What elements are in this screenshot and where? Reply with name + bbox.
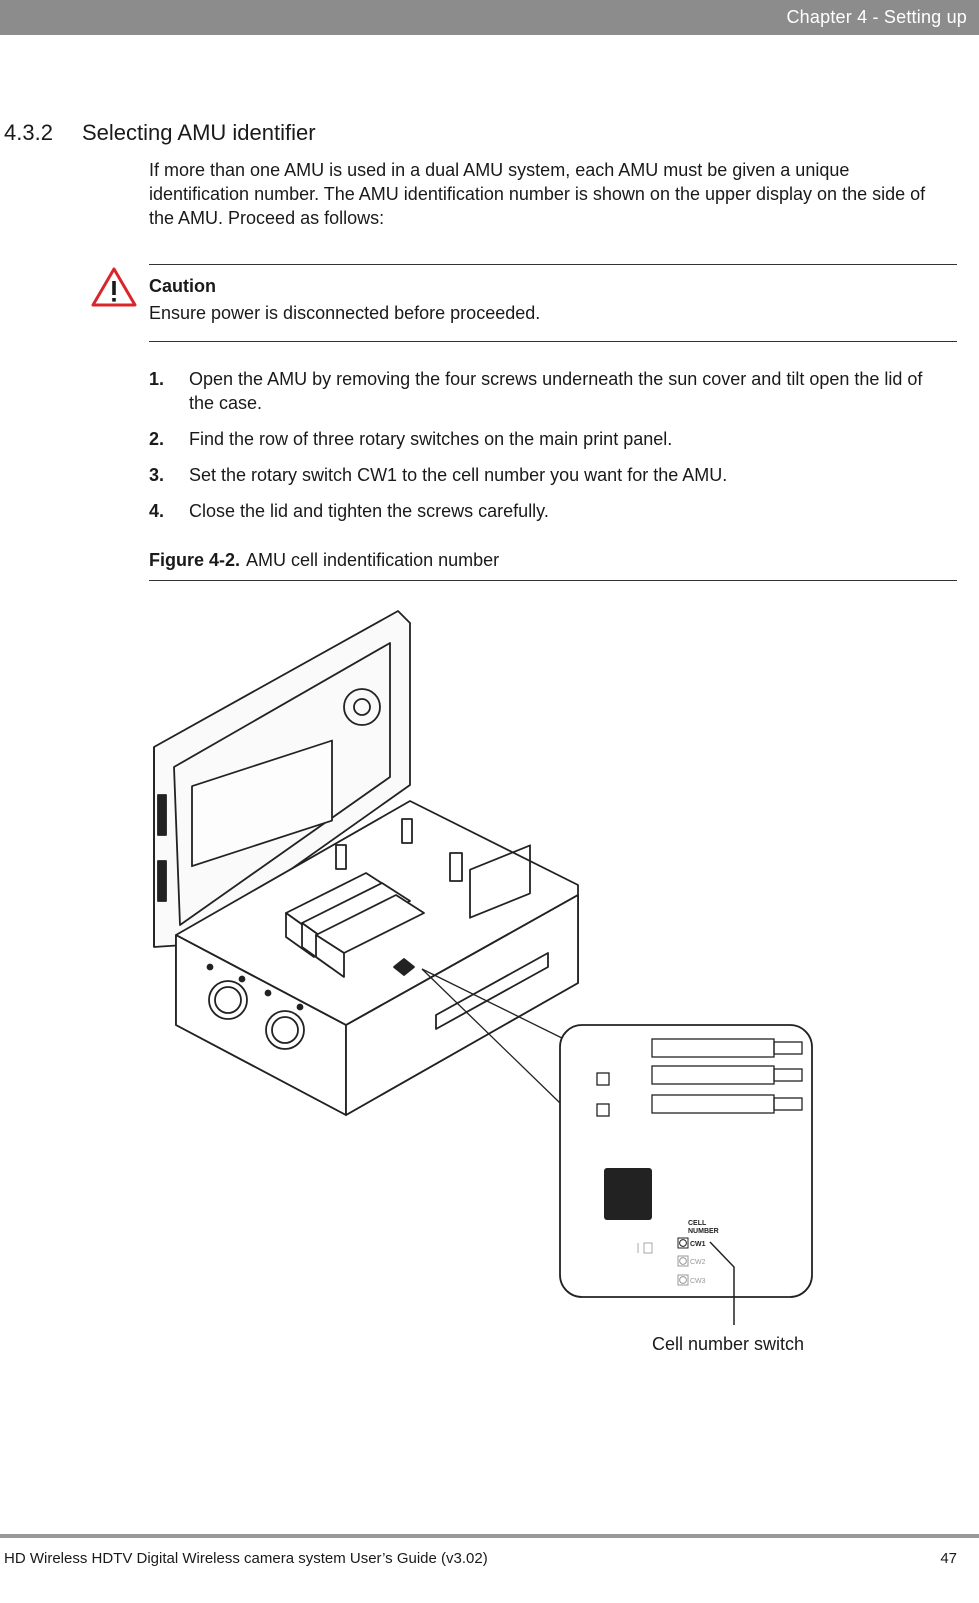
caution-text: Ensure power is disconnected before proceeded. <box>149 303 541 323</box>
step-number: 2. <box>149 429 165 449</box>
detail-number-label: NUMBER <box>688 1228 719 1235</box>
figure-caption <box>149 550 499 571</box>
intro-paragraph: If more than one AMU is used in a dual AMU system, each AMU must be given a unique identification number. The AMU identification number is shown on the upper display on the side of the AMU. Proceed as follows: <box>149 160 926 228</box>
section-title: Selecting AMU identifier <box>82 120 316 145</box>
step-item <box>149 427 957 451</box>
page-number: 47 <box>940 1550 957 1567</box>
caution-bottom-rule <box>149 341 957 342</box>
step-item <box>149 367 957 415</box>
chapter-title: Chapter 4 - Setting up <box>786 7 967 27</box>
switch-label-cw3: CW3 <box>690 1278 706 1285</box>
step-text: Open the AMU by removing the four screws underneath the sun cover and tilt open the lid of the case. <box>189 369 923 413</box>
step-number: 4. <box>149 501 165 521</box>
step-text: Set the rotary switch CW1 to the cell number you want for the AMU. <box>189 465 728 485</box>
caution-title: Caution <box>149 276 216 296</box>
callout-label: Cell number switch <box>652 1334 805 1354</box>
switch-label-cw2: CW2 <box>690 1259 706 1266</box>
warning-triangle-icon <box>90 266 138 308</box>
step-text: Find the row of three rotary switches on the main print panel. <box>189 429 673 449</box>
figure-caption-text: AMU cell indentification number <box>246 550 500 570</box>
detail-panel <box>560 1025 812 1297</box>
step-text: Close the lid and tighten the screws carefully. <box>189 501 549 521</box>
caution-top-rule <box>149 264 957 265</box>
switch-label-cw1: CW1 <box>690 1241 706 1248</box>
figure-label: Figure 4-2. <box>149 550 241 570</box>
chapter-header-bar <box>0 0 979 35</box>
section-heading <box>4 120 316 146</box>
footer-bar <box>0 1534 979 1538</box>
amu-case-drawing <box>154 611 578 1115</box>
section-number: 4.3.2 <box>4 120 53 145</box>
step-number: 1. <box>149 369 165 389</box>
figure-caption-rule <box>149 580 957 581</box>
procedure-steps <box>149 367 957 535</box>
step-item <box>149 463 957 487</box>
footer-document-title: HD Wireless HDTV Digital Wireless camera system User’s Guide (v3.02) <box>4 1550 488 1567</box>
amu-illustration <box>140 595 840 1375</box>
detail-cell-label: CELL <box>688 1220 707 1227</box>
step-number: 3. <box>149 465 165 485</box>
step-item <box>149 499 957 523</box>
